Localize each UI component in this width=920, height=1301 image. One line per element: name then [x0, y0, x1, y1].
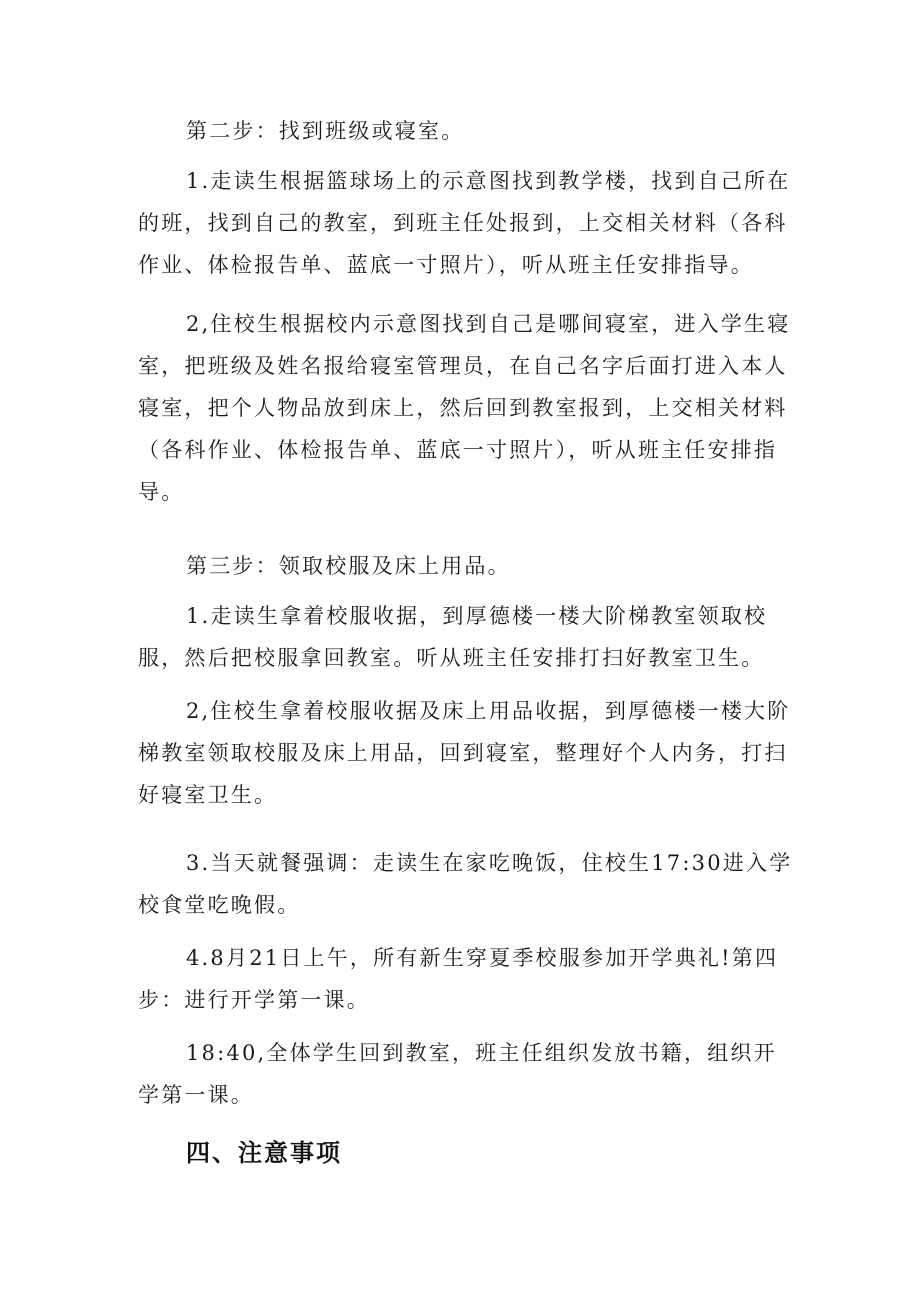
section-heading: 四、注意事项: [186, 1139, 342, 1167]
paragraph-meal-notice: 3.当天就餐强调：走读生在家吃晚饭，住校生17:30进入学校食堂吃晚假。: [138, 851, 793, 917]
paragraph-boarder-dorm: 2,住校生根据校内示意图找到自己是哪间寝室，进入学生寝室，把班级及姓名报给寝室管理员，在自己名字后面打进入本人寝室，把个人物品放到床上，然后回到教室报到，上交相关材料（各科作业、体检报告单、蓝底一寸照片），听从班主任安排指导。: [138, 312, 791, 504]
step-two-title: 第二步：找到班级或寝室。: [186, 119, 465, 143]
paragraph-day-student-uniform: 1.走读生拿着校服收据，到厚德楼一楼大阶梯教室领取校服，然后把校服拿回教室。听从班主任安排打扫好教室卫生。: [138, 604, 768, 670]
paragraph-day-student-class: 1.走读生根据篮球场上的示意图找到教学楼，找到自己所在的班，找到自己的教室，到班主任处报到，上交相关材料（各科作业、体检报告单、蓝底一寸照片），听从班主任安排指导。: [138, 169, 791, 277]
paragraph-opening-ceremony: 4.8月21日上午，所有新生穿夏季校服参加开学典礼!第四步：进行开学第一课。: [138, 946, 779, 1012]
paragraph-boarder-uniform-bedding: 2,住校生拿着校服收据及床上用品收据，到厚德楼一楼大阶梯教室领取校服及床上用品，回到寝室，整理好个人内务，打扫好寝室卫生。: [138, 699, 791, 807]
step-three-title: 第三步：领取校服及床上用品。: [186, 554, 511, 578]
paragraph-first-lesson: 18:40,全体学生回到教室，班主任组织发放书籍，组织开学第一课。: [138, 1041, 777, 1107]
